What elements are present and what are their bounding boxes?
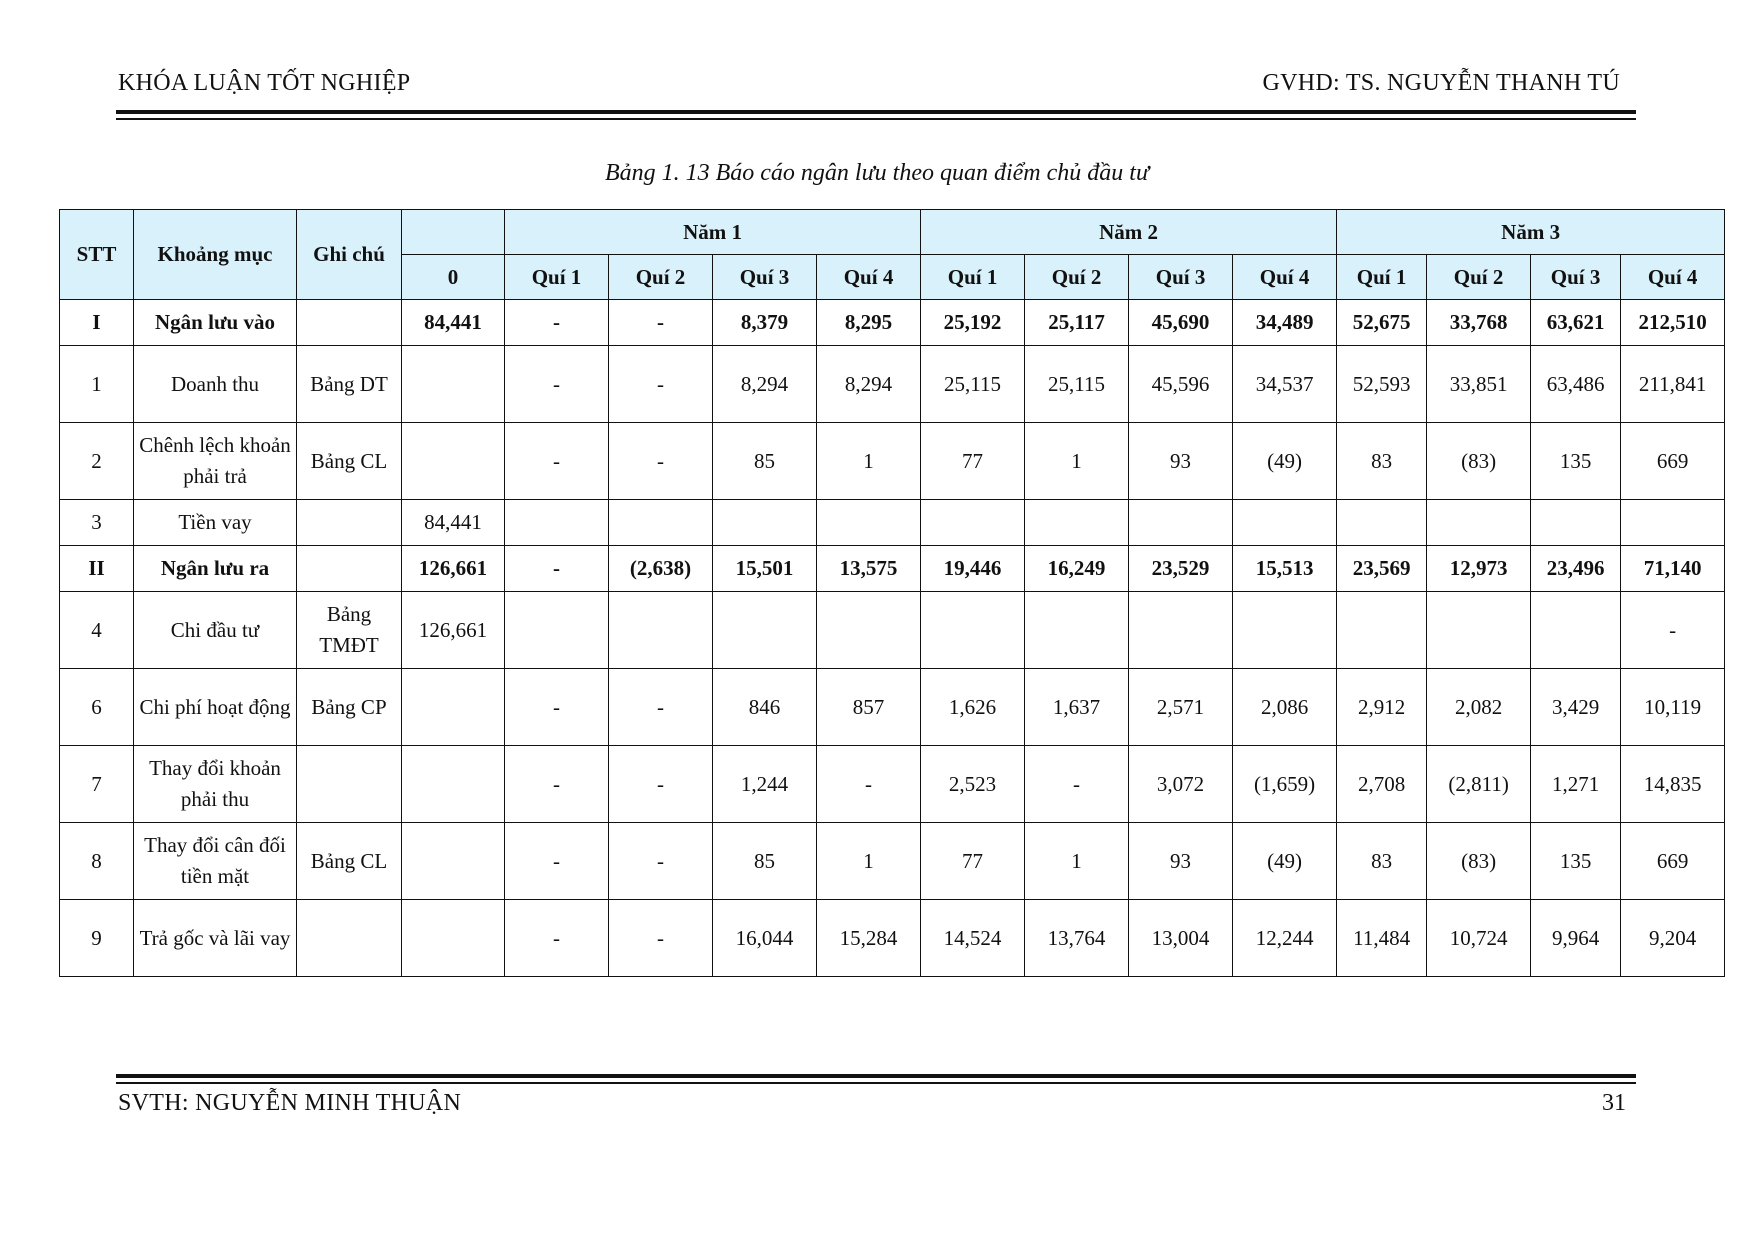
cell-value: (49) [1233,823,1337,900]
cell-year0 [402,746,505,823]
cell-note: Bảng TMĐT [297,592,402,669]
cell-value: 23,529 [1129,546,1233,592]
cell-value [1427,500,1531,546]
cell-item: Ngân lưu vào [134,300,297,346]
cell-value: 52,593 [1337,346,1427,423]
col-header-quarter: Quí 4 [1621,255,1725,300]
cell-value [713,592,817,669]
cell-value: 211,841 [1621,346,1725,423]
table-row [60,669,1725,746]
cell-value: 1 [817,423,921,500]
cell-value: 9,964 [1531,900,1621,977]
cell-value: 71,140 [1621,546,1725,592]
col-header-year0-blank [402,210,505,255]
cell-stt: II [60,546,134,592]
cell-value: 34,489 [1233,300,1337,346]
cell-value: 3,072 [1129,746,1233,823]
cell-value: 19,446 [921,546,1025,592]
cell-value [609,500,713,546]
cell-value: 15,501 [713,546,817,592]
cell-value: (2,638) [609,546,713,592]
cell-value: 52,675 [1337,300,1427,346]
cell-note: Bảng CL [297,423,402,500]
cell-value: 93 [1129,423,1233,500]
cell-value: 93 [1129,823,1233,900]
table-row [60,592,1725,669]
cell-item: Chi đầu tư [134,592,297,669]
col-header-year-3: Năm 3 [1337,210,1725,255]
cell-value: - [817,746,921,823]
cell-value [609,592,713,669]
cell-value: 8,379 [713,300,817,346]
cell-value: 25,115 [921,346,1025,423]
header-row-years [60,210,1725,255]
cell-value: 16,249 [1025,546,1129,592]
cell-value: 15,513 [1233,546,1337,592]
cell-year0: 126,661 [402,592,505,669]
cell-note: Bảng DT [297,346,402,423]
cell-value: 85 [713,423,817,500]
cell-value: - [505,823,609,900]
header-right: GVHD: TS. NGUYỄN THANH TÚ [1262,70,1620,96]
col-header-stt: STT [60,210,134,300]
col-header-note: Ghi chú [297,210,402,300]
cell-value: 33,851 [1427,346,1531,423]
cell-value [817,592,921,669]
cell-value: 63,621 [1531,300,1621,346]
cell-value: 1 [1025,823,1129,900]
col-header-quarter: Quí 1 [505,255,609,300]
cell-stt: I [60,300,134,346]
cell-value: 1,271 [1531,746,1621,823]
cell-note: Bảng CL [297,823,402,900]
cell-value [817,500,921,546]
cell-value [1531,500,1621,546]
cell-value: 1 [817,823,921,900]
table-caption: Bảng 1. 13 Báo cáo ngân lưu theo quan điểm chủ đầu tư [604,160,1150,186]
cell-note [297,300,402,346]
cell-value [1337,592,1427,669]
cell-stt: 3 [60,500,134,546]
cell-value: 1,626 [921,669,1025,746]
col-header-quarter: Quí 2 [1025,255,1129,300]
col-header-year-1: Năm 1 [505,210,921,255]
cell-value: 1,637 [1025,669,1129,746]
cell-year0 [402,823,505,900]
cell-value [1233,500,1337,546]
page-number: 31 [1602,1090,1626,1116]
col-header-quarter: Quí 2 [1427,255,1531,300]
cell-value: 11,484 [1337,900,1427,977]
cell-value: 85 [713,823,817,900]
cell-value: - [609,423,713,500]
cell-value: - [505,346,609,423]
cell-value: 12,973 [1427,546,1531,592]
footer-rule-thin [116,1082,1636,1084]
cell-year0 [402,900,505,977]
cell-value: (83) [1427,423,1531,500]
cell-value [1025,592,1129,669]
cell-item: Ngân lưu ra [134,546,297,592]
cell-item: Chênh lệch khoản phải trả [134,423,297,500]
cell-value [1531,592,1621,669]
cell-value: 13,764 [1025,900,1129,977]
cell-value [1129,592,1233,669]
cell-year0: 84,441 [402,500,505,546]
col-header-quarter: Quí 3 [1129,255,1233,300]
cell-value [1337,500,1427,546]
cell-value: 2,082 [1427,669,1531,746]
cell-item: Thay đổi khoản phải thu [134,746,297,823]
cell-value [713,500,817,546]
col-header-year-2: Năm 2 [921,210,1337,255]
cell-item: Thay đổi cân đối tiền mặt [134,823,297,900]
cell-value: (49) [1233,423,1337,500]
cell-value: 12,244 [1233,900,1337,977]
cell-value: 8,295 [817,300,921,346]
cell-value: 846 [713,669,817,746]
cell-value: 10,724 [1427,900,1531,977]
cell-value: - [609,300,713,346]
cell-value: 3,429 [1531,669,1621,746]
cell-stt: 9 [60,900,134,977]
cell-value: - [1025,746,1129,823]
cell-value: 669 [1621,823,1725,900]
cell-value [505,592,609,669]
cell-value: 77 [921,423,1025,500]
cell-value: 2,708 [1337,746,1427,823]
col-header-quarter: Quí 4 [817,255,921,300]
cell-value: - [505,546,609,592]
cell-note: Bảng CP [297,669,402,746]
table-row [60,546,1725,592]
cell-value [921,592,1025,669]
cell-value: 23,569 [1337,546,1427,592]
cell-value [1233,592,1337,669]
cell-value: 669 [1621,423,1725,500]
cell-value: - [609,346,713,423]
table-row [60,500,1725,546]
cell-value: 2,912 [1337,669,1427,746]
cell-value: (2,811) [1427,746,1531,823]
cell-item: Doanh thu [134,346,297,423]
cell-value: 16,044 [713,900,817,977]
cell-value: - [505,746,609,823]
cell-value: 1 [1025,423,1129,500]
cell-stt: 4 [60,592,134,669]
cell-year0 [402,346,505,423]
cell-value: 63,486 [1531,346,1621,423]
col-header-quarter: Quí 3 [713,255,817,300]
table-row [60,823,1725,900]
cell-value: 83 [1337,423,1427,500]
table-row [60,300,1725,346]
cell-value: 1,244 [713,746,817,823]
table-row [60,900,1725,977]
header-left: KHÓA LUẬN TỐT NGHIỆP [118,70,411,96]
table-row [60,346,1725,423]
footer-rule-thick [116,1074,1636,1078]
col-header-year0: 0 [402,255,505,300]
col-header-quarter: Quí 2 [609,255,713,300]
cell-year0: 84,441 [402,300,505,346]
cell-value: 25,117 [1025,300,1129,346]
cell-value: - [505,300,609,346]
cell-value: (83) [1427,823,1531,900]
cell-item: Chi phí hoạt động [134,669,297,746]
cell-value: 13,004 [1129,900,1233,977]
cell-value: 2,086 [1233,669,1337,746]
cell-value: 34,537 [1233,346,1337,423]
cell-item: Tiền vay [134,500,297,546]
header-rule-thin [116,118,1636,120]
cell-value: 33,768 [1427,300,1531,346]
col-header-quarter: Quí 1 [921,255,1025,300]
cell-value: 8,294 [713,346,817,423]
footer-author: SVTH: NGUYỄN MINH THUẬN [118,1090,462,1116]
cell-value: 25,115 [1025,346,1129,423]
cell-year0 [402,669,505,746]
cell-value: - [505,423,609,500]
cell-value: 13,575 [817,546,921,592]
cell-value: 9,204 [1621,900,1725,977]
cell-stt: 8 [60,823,134,900]
cell-value: 14,835 [1621,746,1725,823]
cell-value [921,500,1025,546]
cell-value: 14,524 [921,900,1025,977]
cell-value: 2,571 [1129,669,1233,746]
cell-note [297,900,402,977]
cell-value [505,500,609,546]
cell-value: 2,523 [921,746,1025,823]
cell-value: 23,496 [1531,546,1621,592]
cell-note [297,546,402,592]
cell-value [1025,500,1129,546]
cell-value: - [609,900,713,977]
cell-value: - [609,669,713,746]
col-header-quarter: Quí 4 [1233,255,1337,300]
col-header-item: Khoảng mục [134,210,297,300]
col-header-quarter: Quí 1 [1337,255,1427,300]
cell-value: 10,119 [1621,669,1725,746]
table-row [60,746,1725,823]
cell-value: 77 [921,823,1025,900]
cell-stt: 7 [60,746,134,823]
cell-value: 83 [1337,823,1427,900]
cell-year0: 126,661 [402,546,505,592]
cell-value: - [609,746,713,823]
col-header-quarter: Quí 3 [1531,255,1621,300]
cell-value: 212,510 [1621,300,1725,346]
cell-value: 45,596 [1129,346,1233,423]
cell-value: - [505,669,609,746]
cell-value [1427,592,1531,669]
cell-value: 135 [1531,823,1621,900]
header-rule-thick [116,110,1636,114]
cell-value: 45,690 [1129,300,1233,346]
cell-value: 15,284 [817,900,921,977]
cell-value: - [609,823,713,900]
cell-value: 25,192 [921,300,1025,346]
cell-stt: 2 [60,423,134,500]
cell-value: - [505,900,609,977]
cell-value: 857 [817,669,921,746]
cell-note [297,500,402,546]
cash-flow-table [59,209,1725,977]
cell-year0 [402,423,505,500]
cell-stt: 6 [60,669,134,746]
table-row [60,423,1725,500]
cell-value: 135 [1531,423,1621,500]
cell-item: Trả gốc và lãi vay [134,900,297,977]
cell-value: 8,294 [817,346,921,423]
cell-note [297,746,402,823]
cell-stt: 1 [60,346,134,423]
cell-value: - [1621,592,1725,669]
cell-value [1129,500,1233,546]
cell-value [1621,500,1725,546]
cell-value: (1,659) [1233,746,1337,823]
